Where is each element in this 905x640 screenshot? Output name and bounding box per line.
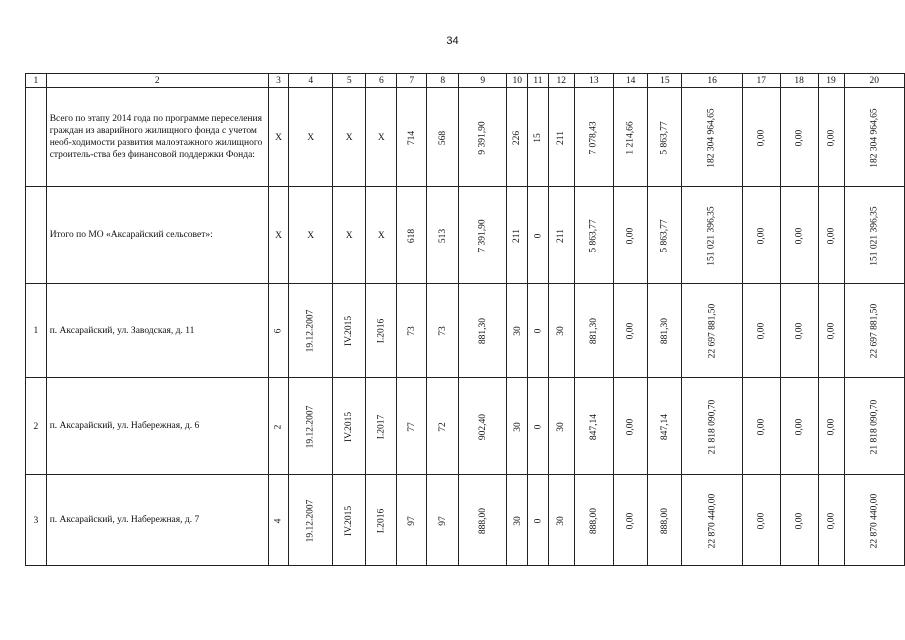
- column-number-6: 6: [366, 74, 397, 88]
- cell-text: IV.2015: [344, 505, 355, 536]
- cell-text: X: [275, 230, 282, 241]
- cell-text: 21 818 090,70: [707, 399, 718, 454]
- column-number-row: [26, 74, 905, 88]
- cell-col-20: [844, 284, 904, 378]
- column-number-14: 14: [613, 74, 647, 88]
- cell-col-13: [574, 284, 613, 378]
- cell-col-15: [648, 284, 682, 378]
- cell-col-12: [548, 475, 574, 566]
- cell-text: 0,00: [756, 129, 767, 146]
- cell-col-10: [507, 88, 528, 187]
- cell-text: I.2017: [376, 414, 387, 439]
- cell-text: 182 304 964,65: [707, 107, 718, 168]
- cell-text: 0,00: [756, 512, 767, 529]
- cell-text: 77: [406, 421, 417, 432]
- cell-text: 881,30: [477, 317, 488, 345]
- table-row: [26, 284, 905, 378]
- cell-text: 888,00: [588, 507, 599, 534]
- cell-text: 73: [437, 326, 448, 336]
- cell-text: 0: [532, 233, 543, 238]
- cell-text: 0: [532, 328, 543, 334]
- cell-col-4: [289, 378, 333, 475]
- cell-text: 0: [532, 424, 543, 429]
- cell-col-6: [366, 284, 397, 378]
- cell-text: X: [345, 132, 353, 143]
- cell-col-14: [613, 284, 647, 378]
- cell-col-5: [333, 88, 366, 187]
- cell-col-7: [397, 284, 427, 378]
- cell-col-17: [742, 284, 780, 378]
- cell-col-15: [648, 187, 682, 284]
- column-number-16: 16: [682, 74, 742, 88]
- cell-text: 0,00: [826, 418, 837, 435]
- cell-col-5: [333, 187, 366, 284]
- column-number-3: 3: [268, 74, 289, 88]
- cell-col-17: [742, 378, 780, 475]
- cell-col-8: [427, 88, 459, 187]
- cell-text: 1 214,66: [625, 120, 636, 155]
- cell-col-11: [528, 475, 548, 566]
- cell-col-4: [289, 187, 333, 284]
- cell-col-5: [333, 378, 366, 475]
- column-number-5: 5: [333, 74, 366, 88]
- table-row: [26, 475, 905, 566]
- cell-col-15: [648, 378, 682, 475]
- cell-col-12: [548, 284, 574, 378]
- cell-text: 7 391,90: [477, 218, 488, 253]
- cell-col-2: Итого по МО «Аксарайский сельсовет»:: [46, 187, 268, 284]
- cell-text: 6: [273, 328, 284, 334]
- cell-text: 30: [512, 326, 523, 336]
- cell-text: 881,30: [588, 317, 599, 345]
- cell-col-18: [780, 187, 818, 284]
- cell-text: 211: [512, 228, 523, 243]
- cell-col-17: [742, 88, 780, 187]
- table-row: [26, 187, 905, 284]
- cell-col-1: [26, 187, 47, 284]
- cell-text: 30: [556, 326, 567, 336]
- cell-text: 881,30: [659, 317, 670, 345]
- cell-text: 30: [556, 421, 567, 432]
- cell-text: X: [377, 132, 385, 143]
- cell-text: 5 863,77: [588, 218, 599, 253]
- cell-text: 0,00: [826, 512, 837, 529]
- cell-text: 22 870 440,00: [869, 493, 880, 548]
- cell-text: 151 021 396,35: [707, 205, 718, 266]
- column-number-20: 20: [844, 74, 904, 88]
- cell-text: 30: [512, 421, 523, 432]
- cell-text: 0,00: [826, 322, 837, 340]
- cell-col-14: [613, 378, 647, 475]
- cell-col-20: [844, 88, 904, 187]
- cell-text: 0,00: [794, 512, 805, 529]
- cell-text: 22 870 440,00: [707, 493, 718, 548]
- column-number-13: 13: [574, 74, 613, 88]
- cell-col-10: [507, 378, 528, 475]
- column-number-9: 9: [459, 74, 507, 88]
- cell-col-20: [844, 378, 904, 475]
- cell-col-3: [268, 284, 289, 378]
- cell-col-1: [26, 284, 47, 378]
- cell-text: 4: [273, 518, 284, 523]
- column-number-15: 15: [648, 74, 682, 88]
- cell-col-7: [397, 378, 427, 475]
- cell-text: 0,00: [794, 418, 805, 435]
- cell-text: 22 697 881,50: [707, 303, 718, 359]
- cell-col-11: [528, 88, 548, 187]
- cell-col-1: [26, 378, 47, 475]
- cell-text: 97: [406, 515, 417, 526]
- column-number-1: 1: [26, 74, 47, 88]
- cell-col-3: [268, 475, 289, 566]
- cell-col-2: п. Аксарайский, ул. Набережная, д. 6: [46, 378, 268, 475]
- cell-col-14: [613, 475, 647, 566]
- cell-text: 847,14: [588, 413, 599, 440]
- cell-col-20: [844, 187, 904, 284]
- cell-text: 1: [33, 326, 39, 336]
- cell-col-10: [507, 187, 528, 284]
- cell-text: 5 863,77: [659, 218, 670, 253]
- cell-col-16: [682, 187, 742, 284]
- cell-col-16: [682, 284, 742, 378]
- column-number-11: 11: [528, 74, 548, 88]
- cell-text: 73: [406, 326, 417, 336]
- cell-text: 30: [512, 515, 523, 526]
- cell-col-16: [682, 88, 742, 187]
- cell-col-11: [528, 378, 548, 475]
- cell-text: 618: [406, 228, 417, 243]
- cell-text: 22 697 881,50: [869, 303, 880, 359]
- cell-col-8: [427, 187, 459, 284]
- column-number-4: 4: [289, 74, 333, 88]
- cell-text: 19.12.2007: [305, 309, 316, 353]
- cell-col-15: [648, 475, 682, 566]
- cell-text: 19.12.2007: [305, 499, 316, 542]
- table-row: [26, 88, 905, 187]
- cell-text: IV.2015: [344, 315, 355, 347]
- cell-col-8: [427, 378, 459, 475]
- cell-text: 211: [556, 130, 567, 145]
- cell-text: 2: [33, 421, 39, 432]
- cell-col-12: [548, 187, 574, 284]
- cell-col-1: [26, 475, 47, 566]
- cell-text: 0,00: [625, 322, 636, 340]
- cell-col-3: [268, 187, 289, 284]
- cell-col-11: [528, 284, 548, 378]
- cell-text: 888,00: [659, 507, 670, 534]
- cell-col-16: [682, 475, 742, 566]
- cell-col-1: [26, 88, 47, 187]
- cell-col-19: [818, 378, 844, 475]
- cell-col-18: [780, 475, 818, 566]
- cell-col-9: [459, 187, 507, 284]
- cell-col-19: [818, 187, 844, 284]
- cell-col-19: [818, 284, 844, 378]
- table-row: [26, 378, 905, 475]
- cell-col-10: [507, 284, 528, 378]
- cell-text: 0,00: [826, 227, 837, 244]
- cell-text: 513: [437, 228, 448, 243]
- cell-col-4: [289, 88, 333, 187]
- cell-text: 15: [532, 132, 543, 143]
- cell-col-14: [613, 187, 647, 284]
- cell-text: 0: [532, 518, 543, 523]
- cell-col-18: [780, 284, 818, 378]
- cell-col-10: [507, 475, 528, 566]
- cell-col-2: п. Аксарайский, ул. Заводская, д. 11: [46, 284, 268, 378]
- cell-text: 847,14: [659, 413, 670, 440]
- cell-col-14: [613, 88, 647, 187]
- cell-col-18: [780, 378, 818, 475]
- cell-col-6: [366, 475, 397, 566]
- cell-col-19: [818, 475, 844, 566]
- cell-text: 0,00: [794, 129, 805, 146]
- cell-text: 9 391,90: [477, 120, 488, 155]
- cell-text: 5 863,77: [659, 120, 670, 155]
- cell-text: 568: [437, 130, 448, 145]
- cell-col-7: [397, 187, 427, 284]
- cell-text: 7 078,43: [588, 120, 599, 155]
- cell-col-12: [548, 88, 574, 187]
- cell-text: 888,00: [477, 507, 488, 534]
- cell-text: 0,00: [794, 227, 805, 244]
- cell-col-13: [574, 187, 613, 284]
- cell-text: 72: [437, 421, 448, 432]
- cell-text: I.2016: [376, 508, 387, 533]
- cell-col-18: [780, 88, 818, 187]
- cell-col-12: [548, 378, 574, 475]
- cell-text: 0,00: [625, 227, 636, 244]
- cell-col-13: [574, 378, 613, 475]
- page-number: 34: [446, 35, 459, 47]
- cell-col-8: [427, 284, 459, 378]
- cell-col-3: [268, 378, 289, 475]
- cell-col-9: [459, 284, 507, 378]
- cell-col-20: [844, 475, 904, 566]
- cell-text: IV.2015: [344, 411, 355, 442]
- cell-text: I.2016: [376, 318, 387, 344]
- cell-col-13: [574, 475, 613, 566]
- cell-col-11: [528, 187, 548, 284]
- cell-col-4: [289, 475, 333, 566]
- cell-text: 714: [406, 130, 417, 145]
- cell-text: 2: [273, 424, 284, 429]
- cell-col-17: [742, 475, 780, 566]
- cell-col-6: [366, 187, 397, 284]
- cell-text: 0,00: [625, 512, 636, 529]
- cell-text: 19.12.2007: [305, 405, 316, 448]
- column-number-7: 7: [397, 74, 427, 88]
- cell-text: 902,40: [477, 413, 488, 440]
- column-number-17: 17: [742, 74, 780, 88]
- cell-col-19: [818, 88, 844, 187]
- cell-col-3: [268, 88, 289, 187]
- cell-text: 0,00: [794, 322, 805, 340]
- cell-col-7: [397, 88, 427, 187]
- cell-text: X: [307, 132, 315, 143]
- column-number-19: 19: [818, 74, 844, 88]
- cell-col-8: [427, 475, 459, 566]
- cell-col-6: [366, 378, 397, 475]
- cell-text: 97: [437, 515, 448, 526]
- cell-text: X: [307, 230, 315, 241]
- cell-col-9: [459, 378, 507, 475]
- column-number-8: 8: [427, 74, 459, 88]
- cell-text: 0,00: [826, 129, 837, 146]
- cell-text: 151 021 396,35: [869, 205, 880, 266]
- cell-text: X: [275, 132, 282, 143]
- cell-col-16: [682, 378, 742, 475]
- cell-col-4: [289, 284, 333, 378]
- cell-col-6: [366, 88, 397, 187]
- cell-text: 0,00: [756, 418, 767, 435]
- cell-col-17: [742, 187, 780, 284]
- cell-col-15: [648, 88, 682, 187]
- cell-col-7: [397, 475, 427, 566]
- cell-text: 21 818 090,70: [869, 399, 880, 454]
- cell-col-5: [333, 284, 366, 378]
- column-number-12: 12: [548, 74, 574, 88]
- cell-text: 226: [512, 130, 523, 145]
- cell-text: 0,00: [625, 418, 636, 435]
- cell-col-2: Всего по этапу 2014 года по программе переселения граждан из аварийного жилищного фонда с учетом необ-ходимости развития малоэтажного жилищного строитель-ства без финансовой поддержки Фонда:: [46, 88, 268, 187]
- cell-col-2: п. Аксарайский, ул. Набережная, д. 7: [46, 475, 268, 566]
- cell-text: X: [377, 230, 385, 241]
- cell-text: 182 304 964,65: [869, 107, 880, 168]
- cell-text: X: [345, 230, 353, 241]
- column-number-10: 10: [507, 74, 528, 88]
- cell-text: 211: [556, 228, 567, 243]
- cell-col-13: [574, 88, 613, 187]
- cell-text: 0,00: [756, 227, 767, 244]
- resettlement-table: [25, 73, 905, 566]
- cell-col-5: [333, 475, 366, 566]
- cell-col-9: [459, 475, 507, 566]
- cell-text: 30: [556, 515, 567, 526]
- cell-col-9: [459, 88, 507, 187]
- cell-text: 3: [33, 515, 39, 526]
- column-number-2: 2: [46, 74, 268, 88]
- column-number-18: 18: [780, 74, 818, 88]
- cell-text: 0,00: [756, 322, 767, 340]
